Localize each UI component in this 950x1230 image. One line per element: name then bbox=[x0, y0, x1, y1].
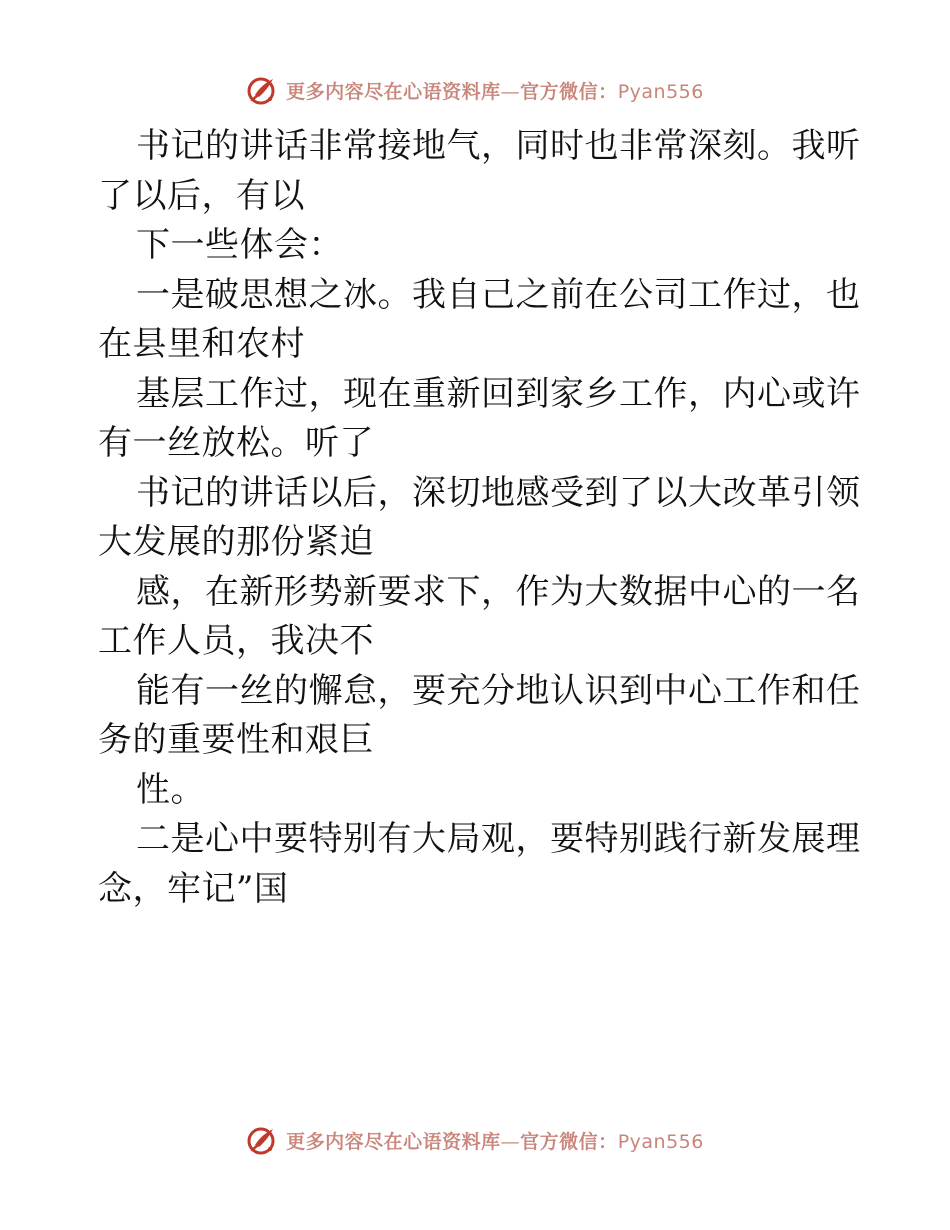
text-line: 能有一丝的懈怠，要充分地认识到中心工作和任 bbox=[136, 670, 861, 711]
text-line: 感，在新形势新要求下，作为大数据中心的一名 bbox=[136, 571, 861, 612]
text-line: 务的重要性和艰巨 bbox=[98, 720, 374, 760]
text-line: 性。 bbox=[136, 769, 205, 810]
text-line: 书记的讲话非常接地气，同时也非常深刻。我听 bbox=[136, 126, 861, 166]
footer-banner bbox=[0, 1120, 950, 1160]
text-line: 在县里和农村 bbox=[98, 324, 305, 364]
banner-text: 更多内容尽在心语资料库—官方微信：Pyan556 bbox=[286, 80, 704, 103]
text-line: 基层工作过，现在重新回到家乡工作，内心或许 bbox=[136, 373, 861, 414]
text-line: 二是心中要特别有大局观，要特别践行新发展理 bbox=[136, 819, 861, 859]
pen-logo-icon bbox=[246, 73, 280, 107]
header-banner bbox=[0, 70, 950, 110]
text-line: 一是破思想之冰。我自己之前在公司工作过，也 bbox=[136, 274, 861, 315]
document-body bbox=[98, 122, 861, 914]
text-line: 了以后，有以 bbox=[98, 175, 305, 216]
text-line: 大发展的那份紧迫 bbox=[98, 522, 374, 562]
text-line: 下一些体会： bbox=[136, 225, 343, 265]
pen-logo-icon bbox=[246, 1123, 280, 1157]
text-line: 工作人员，我决不 bbox=[98, 621, 374, 661]
text-line: 念，牢记”国 bbox=[98, 868, 289, 909]
banner-text: 更多内容尽在心语资料库—官方微信：Pyan556 bbox=[286, 1130, 704, 1153]
text-line: 书记的讲话以后，深切地感受到了以大改革引领 bbox=[136, 472, 861, 513]
text-line: 有一丝放松。听了 bbox=[98, 423, 374, 463]
